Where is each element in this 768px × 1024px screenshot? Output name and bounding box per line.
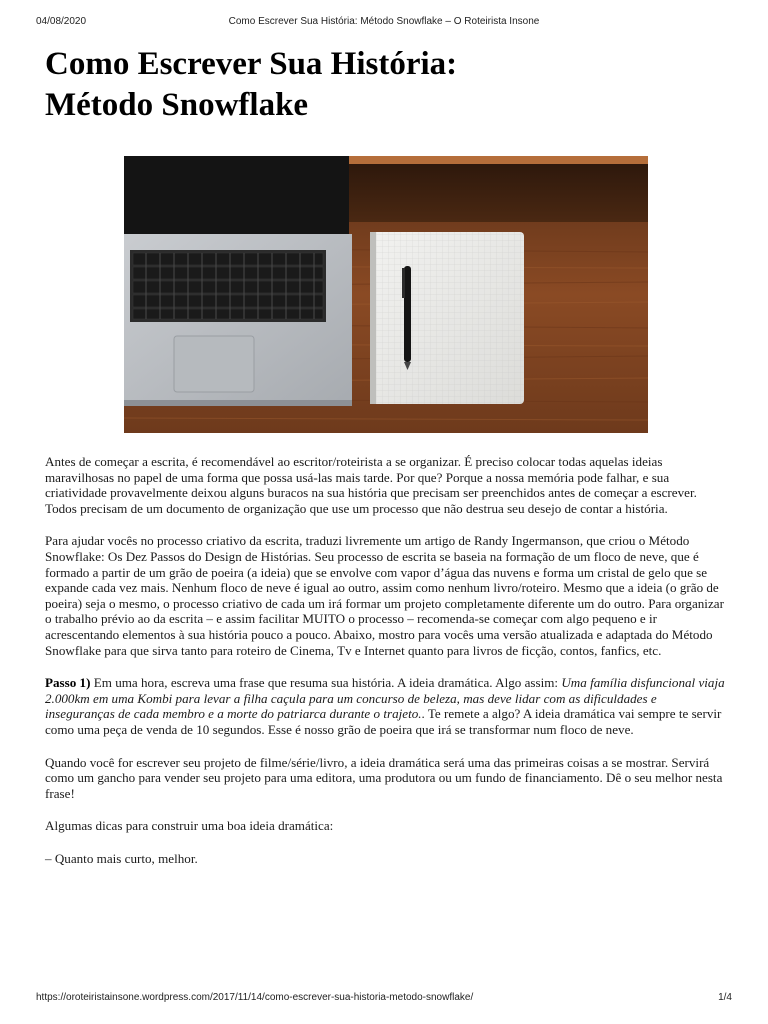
article: [45, 44, 727, 866]
paragraph-step1: [45, 675, 727, 737]
print-url[interactable]: https://oroteiristainsone.wordpress.com/2017/11/14/como-escrever-sua-historia-metodo-snowflake/: [36, 992, 474, 1003]
paragraph-pitch: Quando você for escrever seu projeto de filme/série/livro, a ideia dramática será uma das primeiras coisas a se mostrar. Servirá como um gancho para vender seu projeto para uma editora, uma produtora ou um fundo de financiamento. Dê o seu melhor nesta frase!: [45, 754, 723, 801]
article-title: [45, 44, 727, 126]
step1-text: Em uma hora, escreva uma frase que resuma sua história. A ideia dramática. Algo assim:: [90, 675, 562, 691]
print-footer: [36, 992, 732, 1006]
print-header: [36, 16, 732, 30]
print-page-title: Como Escrever Sua História: Método Snowflake – O Roteirista Insone: [228, 16, 540, 27]
hero-image: [124, 156, 648, 433]
article-title-line1: Como Escrever Sua História:: [45, 46, 458, 82]
page-number: 1/4: [718, 992, 732, 1003]
print-date: 04/08/2020: [36, 16, 87, 27]
paragraph-method: Para ajudar vocês no processo criativo da escrita, traduzi livremente um artigo de Randy Ingermanson, que criou o Método Snowflake: Os Dez Passos do Design de Histórias. Seu processo de escrita se baseia na formação de um floco de neve, que é formado a partir de um grão de poeira (a ideia) que se envolve com vapor d’água das nuvens e forma um cristal de gelo que se expande cada vez mais. Nenhum floco de neve é igual ao outro, assim como nenhum livro/roteiro. Mesmo que a ideia (o grão de poeira) seja o mesmo, o processo criativo de cada um irá formar um projeto completamente diferente um do outro. Para organizar o trabalho prévio ao da escrita – e assim facilitar MUITO o processo – recomenda-se começar com algo pequeno e ir acrescentando elementos à sua história pouco a pouco. Abaixo, mostro para vocês uma versão atualizada e adaptada do Método Snowflake para que sirva tanto para roteiro de Cinema, Tv e Internet quanto para livros de ficção, contos, fanfics, etc.: [45, 533, 724, 658]
paragraph-tip1: – Quanto mais curto, melhor.: [45, 850, 198, 866]
step1-text-cont: . Te remete a algo? A ideia dramática vai sempre te servir como uma peça de venda de 10 segundos. Esse é nosso grão de poeira que irá se transformar num floco de neve.: [45, 706, 722, 737]
article-title-line2: Método Snowflake: [45, 87, 309, 123]
step1-example: Uma família disfuncional viaja 2.000km em uma Kombi para levar a filha caçula para um concurso de beleza, mas deve lidar com as dificuldades e inseguranças de cada membro e a morte do patriarca durante o trajeto.: [45, 675, 725, 722]
paragraph-tips-intro: Algumas dicas para construir uma boa ideia dramática:: [45, 818, 334, 834]
article-body: [45, 454, 727, 866]
paragraph-intro: Antes de começar a escrita, é recomendável ao escritor/roteirista a se organizar. É preciso colocar todas aquelas ideias maravilhosas no papel de uma forma que possa usá-las mais tarde. Por que? Porque a nossa memória pode falhar, e sua criatividade provavelmente deixou alguns buracos na sua história que precisam ser preenchidos antes de começar a escrever. Todos precisam de um documento de organização que use um processo que não destrua seu desejo de contar a história.: [45, 454, 697, 516]
laptop-and-notebook-photo: [124, 156, 648, 433]
step1-label: Passo 1): [45, 675, 91, 691]
